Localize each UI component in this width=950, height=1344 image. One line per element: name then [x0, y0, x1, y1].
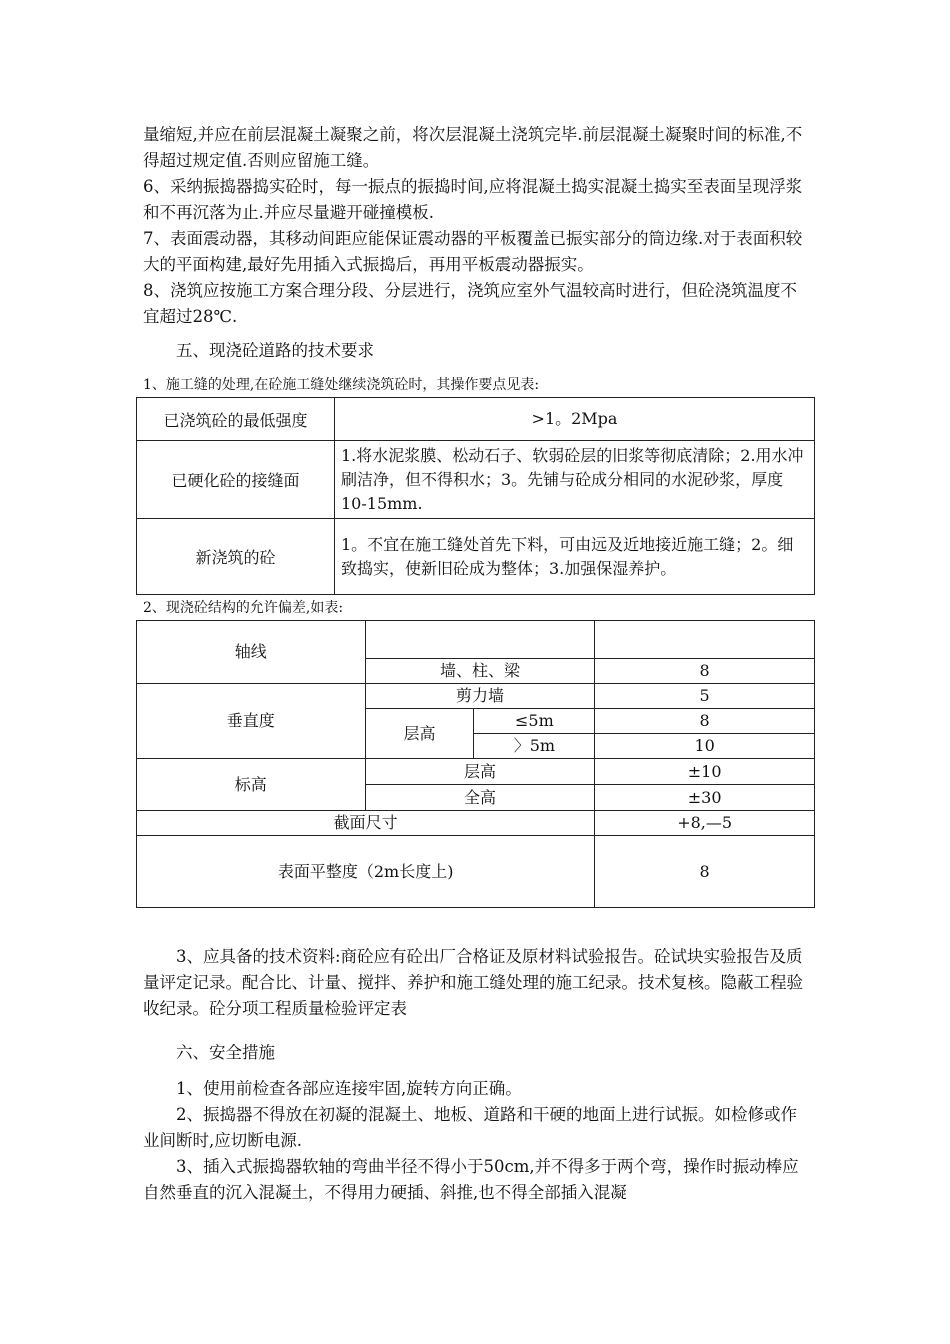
table-row	[137, 836, 815, 908]
paragraph-item-8: 8、浇筑应按施工方案合理分段、分层进行，浇筑应室外气温较高时进行，但砼浇筑温度不宜超过28℃.	[143, 281, 797, 326]
table-row	[137, 811, 815, 836]
paragraph-continuation: 量缩短,并应在前层混凝土凝聚之前，将次层混凝土浇筑完毕.前层混凝土凝聚时间的标准,不得超过规定值.否则应留施工缝。	[143, 125, 803, 170]
table-row	[137, 519, 815, 595]
shear-wall-label: 剪力墙	[365, 684, 595, 709]
empty-cell	[365, 621, 595, 659]
elevation-total-label: 全高	[365, 785, 595, 811]
axis-label: 轴线	[137, 621, 366, 684]
gt-5m-value: 10	[595, 734, 815, 759]
safety-measures-list	[143, 1076, 813, 1206]
wall-column-beam-value: 8	[595, 659, 815, 684]
section-size-label: 截面尺寸	[137, 811, 595, 836]
table-cell-value: 1。不宜在施工缝处首先下料，可由远及近地接近施工缝；2。细致捣实，使新旧砼成为整体；3.加强保湿养护。	[335, 519, 815, 595]
elevation-floor-label: 层高	[365, 759, 595, 785]
le-5m-value: 8	[595, 709, 815, 734]
intro-paragraphs	[143, 122, 813, 330]
shear-wall-value: 5	[595, 684, 815, 709]
table-cell-label: 已浇筑砼的最低强度	[137, 398, 335, 441]
construction-joint-table	[136, 397, 815, 595]
technical-documents-paragraph: 3、应具备的技术资料:商砼应有砼出厂合格证及原材料试验报告。砼试块实验报告及质量评定记录。配合比、计量、搅拌、养护和施工缝处理的施工纪录。技术复核。隐蔽工程验收纪录。砼分项工程质量检验评定表	[143, 947, 803, 1018]
table1-caption: 1、施工缝的处理,在砼施工缝处继续浇筑砼时，其操作要点见表:	[143, 377, 540, 393]
table-row	[137, 441, 815, 519]
table-cell-value: >1。2Mpa	[335, 398, 815, 441]
table-cell-label: 已硬化砼的接缝面	[137, 441, 335, 519]
table-row	[137, 621, 815, 659]
floor-height-label: 层高	[365, 709, 474, 759]
list-item: 2、振捣器不得放在初凝的混凝土、地板、道路和干硬的地面上进行试振。如检修或作业间断时,应切断电源.	[143, 1105, 797, 1150]
table-row	[137, 684, 815, 709]
tolerance-table	[136, 620, 815, 908]
gt-5m-label: 〉5m	[474, 734, 595, 759]
flatness-label: 表面平整度（2m长度上)	[137, 836, 595, 908]
table-row	[137, 398, 815, 441]
section-6-heading: 六、安全措施	[176, 1043, 275, 1062]
table-cell-value: 1.将水泥浆膜、松动石子、软弱砼层的旧浆等彻底清除；2.用水冲刷洁净，但不得积水；3。先铺与砼成分相同的水泥砂浆，厚度10-15mm.	[335, 441, 815, 519]
paragraph-item-6: 6、采纳振捣器捣实砼时，每一振点的振捣时间,应将混凝土捣实混凝土捣实至表面呈现浮浆和不再沉落为止.并应尽量避开碰撞模板.	[143, 177, 803, 222]
list-item: 1、使用前检查各部应连接牢固,旋转方向正确。	[176, 1079, 522, 1098]
wall-column-beam-label: 墙、柱、梁	[365, 659, 595, 684]
elevation-label: 标高	[137, 759, 366, 811]
paragraph-item-7: 7、表面震动器，其移动间距应能保证震动器的平板覆盖已振实部分的筒边缘.对于表面积较大的平面构建,最好先用插入式振捣后，再用平板震动器振实。	[143, 229, 803, 274]
section-size-value: +8,—5	[595, 811, 815, 836]
table2-caption: 2、现浇砼结构的允许偏差,如表:	[143, 600, 344, 616]
vertical-label: 垂直度	[137, 684, 366, 759]
empty-cell	[595, 621, 815, 659]
elevation-floor-value: ±10	[595, 759, 815, 785]
le-5m-label: ≤5m	[474, 709, 595, 734]
list-item: 3、插入式振捣器软轴的弯曲半径不得小于50cm,并不得多于两个弯，操作时振动棒应自然垂直的沉入混凝土，不得用力硬插、斜推,也不得全部插入混凝	[143, 1157, 799, 1202]
table-cell-label: 新浇筑的砼	[137, 519, 335, 595]
elevation-total-value: ±30	[595, 785, 815, 811]
table-row	[137, 759, 815, 785]
section-5-heading: 五、现浇砼道路的技术要求	[176, 341, 374, 360]
flatness-value: 8	[595, 836, 815, 908]
